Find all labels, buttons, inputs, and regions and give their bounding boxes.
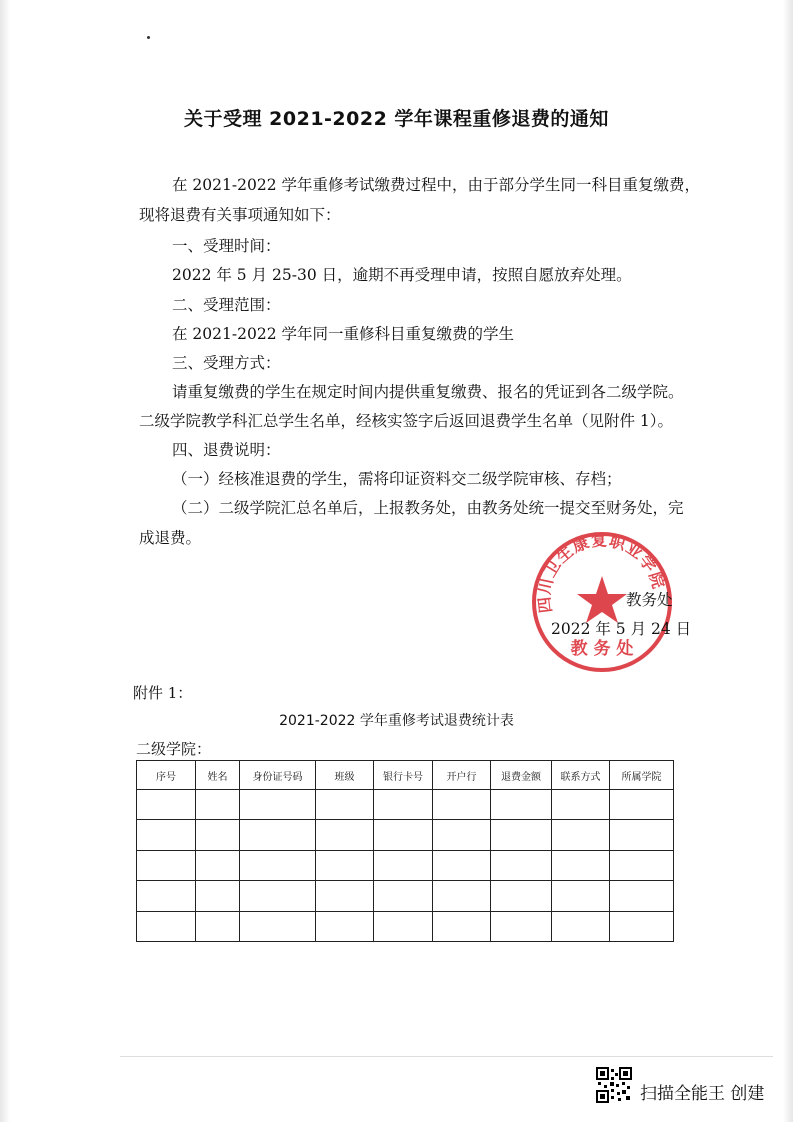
table-cell xyxy=(433,881,491,911)
section-1-text: 2022 年 5 月 25-30 日，逾期不再受理申请，按照自愿放弃处理。 xyxy=(172,266,632,284)
section-3-line-1: 请重复缴费的学生在规定时间内提供重复缴费、报名的凭证到各二级学院。 xyxy=(172,383,684,401)
table-row xyxy=(137,790,674,820)
table-cell xyxy=(316,790,374,820)
column-header: 银行卡号 xyxy=(374,761,433,790)
table-row xyxy=(137,820,674,850)
table-cell xyxy=(552,820,610,850)
scanner-brand-text: 扫描全能王 创建 xyxy=(640,1084,765,1104)
table-cell xyxy=(374,850,433,880)
column-header: 联系方式 xyxy=(552,761,610,790)
table-cell xyxy=(240,850,316,880)
table-cell xyxy=(610,820,674,850)
table-cell xyxy=(610,790,674,820)
table-cell xyxy=(374,881,433,911)
refund-statistics-table xyxy=(136,760,674,942)
table-cell xyxy=(316,911,374,941)
table-title: 2021-2022 学年重修考试退费统计表 xyxy=(279,713,514,729)
signature-date: 2022 年 5 月 24 日 xyxy=(551,620,692,638)
section-3-line-2: 二级学院教学科汇总学生名单，经核实签字后返回退费学生名单（见附件 1）。 xyxy=(139,412,674,430)
svg-text:教 务 处: 教 务 处 xyxy=(570,639,634,659)
table-cell xyxy=(196,881,240,911)
intro-line-1: 在 2021-2022 学年重修考试缴费过程中，由于部分学生同一科目重复缴费， xyxy=(172,176,700,194)
table-cell xyxy=(433,790,491,820)
table-cell xyxy=(552,911,610,941)
table-cell xyxy=(137,911,196,941)
table-cell xyxy=(433,911,491,941)
table-cell xyxy=(491,911,552,941)
table-cell xyxy=(240,881,316,911)
table-cell xyxy=(610,911,674,941)
table-cell xyxy=(240,790,316,820)
table-row xyxy=(137,881,674,911)
table-cell xyxy=(552,881,610,911)
table-cell xyxy=(552,790,610,820)
notice-title: 关于受理 2021-2022 学年课程重修退费的通知 xyxy=(184,108,609,130)
column-header: 开户行 xyxy=(433,761,491,790)
scan-edge-right xyxy=(783,0,793,1122)
table-cell xyxy=(374,911,433,941)
table-cell xyxy=(196,790,240,820)
table-header-row xyxy=(137,761,674,790)
intro-line-2: 现将退费有关事项通知如下： xyxy=(139,206,341,224)
table-cell xyxy=(316,850,374,880)
table-cell xyxy=(196,911,240,941)
table-cell xyxy=(137,881,196,911)
college-label: 二级学院： xyxy=(136,740,212,758)
table-row xyxy=(137,911,674,941)
qr-code-icon xyxy=(596,1067,632,1103)
table-cell xyxy=(240,911,316,941)
table-cell xyxy=(137,820,196,850)
section-4-item-2-line-2: 成退费。 xyxy=(139,529,202,547)
table-cell xyxy=(374,790,433,820)
table-cell xyxy=(491,881,552,911)
table-cell xyxy=(240,820,316,850)
table-cell xyxy=(491,790,552,820)
section-3-heading: 三、受理方式： xyxy=(172,354,281,372)
table-cell xyxy=(610,850,674,880)
table-cell xyxy=(610,881,674,911)
table-row xyxy=(137,850,674,880)
section-1-heading: 一、受理时间： xyxy=(172,237,281,255)
footer-divider xyxy=(120,1056,773,1057)
table-cell xyxy=(491,850,552,880)
column-header: 序号 xyxy=(137,761,196,790)
svg-text:四川卫生康复职业学院: 四川卫生康复职业学院 xyxy=(534,530,669,614)
column-header: 班级 xyxy=(316,761,374,790)
table-cell xyxy=(552,850,610,880)
table-cell xyxy=(433,850,491,880)
column-header: 退费金额 xyxy=(491,761,552,790)
section-4-item-1: （一）经核准退费的学生，需将印证资料交二级学院审核、存档； xyxy=(172,470,622,488)
section-4-heading: 四、退费说明： xyxy=(172,441,281,459)
column-header: 身份证号码 xyxy=(240,761,316,790)
table-cell xyxy=(196,820,240,850)
table-cell xyxy=(137,790,196,820)
table-cell xyxy=(433,820,491,850)
table-cell xyxy=(491,820,552,850)
scan-edge-left xyxy=(0,0,10,1122)
table-cell xyxy=(316,881,374,911)
section-2-text: 在 2021-2022 学年同一重修科目重复缴费的学生 xyxy=(172,325,514,343)
attachment-label: 附件 1： xyxy=(133,684,193,702)
signature-dept: 教务处 xyxy=(626,591,673,609)
column-header: 姓名 xyxy=(196,761,240,790)
table-cell xyxy=(137,850,196,880)
table-cell xyxy=(196,850,240,880)
column-header: 所属学院 xyxy=(610,761,674,790)
section-4-item-2-line-1: （二）二级学院汇总名单后，上报教务处，由教务处统一提交至财务处，完 xyxy=(172,499,684,517)
scan-speck xyxy=(147,36,150,39)
table-cell xyxy=(374,820,433,850)
table-cell xyxy=(316,820,374,850)
section-2-heading: 二、受理范围： xyxy=(172,296,281,314)
